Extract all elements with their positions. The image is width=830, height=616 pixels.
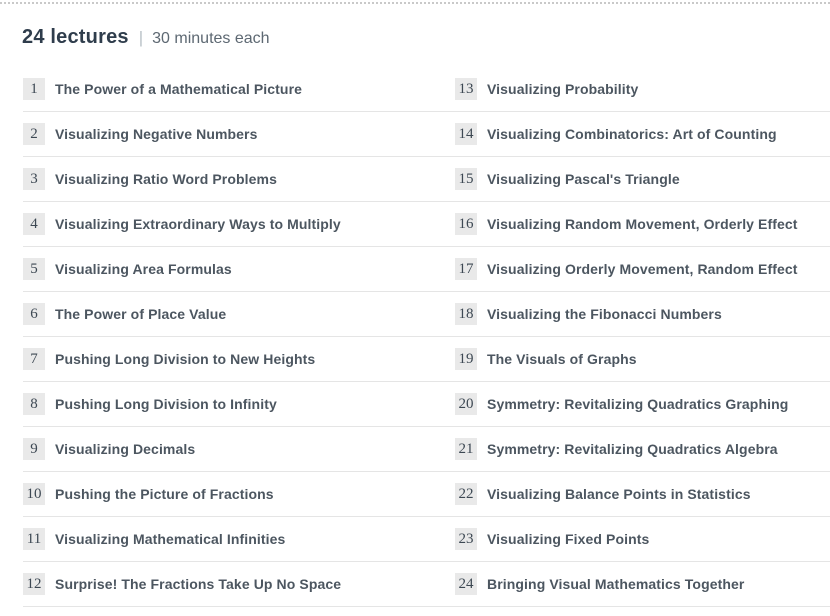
header-separator: | <box>138 28 144 47</box>
lecture-number-badge: 3 <box>23 168 45 190</box>
lecture-row[interactable] <box>23 202 455 247</box>
lecture-row[interactable] <box>23 427 455 472</box>
lecture-duration-label: 30 minutes each <box>152 30 270 47</box>
lecture-title: Visualizing Pascal's Triangle <box>487 171 680 187</box>
lecture-number-badge: 23 <box>455 528 477 550</box>
lecture-title: Visualizing the Fibonacci Numbers <box>487 306 722 322</box>
lecture-title: The Power of a Mathematical Picture <box>55 81 303 97</box>
lecture-row[interactable] <box>455 67 830 112</box>
lecture-number-badge: 11 <box>23 528 45 550</box>
lecture-row[interactable] <box>23 112 455 157</box>
lecture-row[interactable] <box>23 157 455 202</box>
lecture-row[interactable] <box>455 472 830 517</box>
lecture-row[interactable] <box>455 157 830 202</box>
lecture-number-badge: 24 <box>455 573 477 595</box>
lecture-row[interactable] <box>455 247 830 292</box>
lecture-title: Visualizing Random Movement, Orderly Effect <box>487 216 798 232</box>
lecture-number-badge: 8 <box>23 393 45 415</box>
lecture-number-badge: 22 <box>455 483 477 505</box>
lecture-number-badge: 14 <box>455 123 477 145</box>
lecture-row[interactable] <box>23 382 455 427</box>
lecture-row[interactable] <box>455 517 830 562</box>
lecture-title: Pushing Long Division to New Heights <box>55 351 316 367</box>
lecture-row[interactable] <box>455 337 830 382</box>
lecture-number-badge: 4 <box>23 213 45 235</box>
lecture-number-badge: 19 <box>455 348 477 370</box>
lecture-number-badge: 17 <box>455 258 477 280</box>
lecture-title: Pushing the Picture of Fractions <box>55 486 274 502</box>
lecture-number-badge: 20 <box>455 393 477 415</box>
lecture-number-badge: 9 <box>23 438 45 460</box>
lecture-row[interactable] <box>455 427 830 472</box>
lecture-title: Visualizing Probability <box>487 81 639 97</box>
lecture-row[interactable] <box>23 247 455 292</box>
lecture-row[interactable] <box>455 292 830 337</box>
lecture-number-badge: 12 <box>23 573 45 595</box>
lecture-number-badge: 18 <box>455 303 477 325</box>
lecture-number-badge: 1 <box>23 78 45 100</box>
lecture-number-badge: 15 <box>455 168 477 190</box>
lecture-column-right <box>455 67 830 607</box>
lecture-title: Visualizing Ratio Word Problems <box>55 171 277 187</box>
lecture-title: Visualizing Extraordinary Ways to Multiply <box>55 216 341 232</box>
lecture-row[interactable] <box>23 562 455 607</box>
lectures-header <box>0 4 830 52</box>
lecture-number-badge: 2 <box>23 123 45 145</box>
lecture-row[interactable] <box>455 562 830 607</box>
lecture-row[interactable] <box>455 382 830 427</box>
lecture-list <box>23 67 830 607</box>
lecture-title: Visualizing Orderly Movement, Random Effect <box>487 261 798 277</box>
lecture-title: The Power of Place Value <box>55 306 227 322</box>
lecture-title: Visualizing Balance Points in Statistics <box>487 486 751 502</box>
lecture-row[interactable] <box>455 112 830 157</box>
lecture-row[interactable] <box>455 202 830 247</box>
lecture-title: Visualizing Negative Numbers <box>55 126 258 142</box>
lecture-title: Pushing Long Division to Infinity <box>55 396 277 412</box>
lecture-title: Symmetry: Revitalizing Quadratics Graphing <box>487 396 789 412</box>
lecture-title: Visualizing Mathematical Infinities <box>55 531 286 547</box>
lecture-row[interactable] <box>23 517 455 562</box>
lecture-column-left <box>23 67 455 607</box>
lecture-number-badge: 16 <box>455 213 477 235</box>
lecture-row[interactable] <box>23 67 455 112</box>
lecture-title: Visualizing Area Formulas <box>55 261 232 277</box>
lecture-title: The Visuals of Graphs <box>487 351 637 367</box>
lecture-title: Bringing Visual Mathematics Together <box>487 576 745 592</box>
lecture-count-label: 24 lectures <box>22 26 129 48</box>
lecture-row[interactable] <box>23 472 455 517</box>
lecture-row[interactable] <box>23 337 455 382</box>
lecture-title: Symmetry: Revitalizing Quadratics Algebra <box>487 441 778 457</box>
lecture-number-badge: 13 <box>455 78 477 100</box>
lecture-number-badge: 6 <box>23 303 45 325</box>
lecture-number-badge: 21 <box>455 438 477 460</box>
lecture-number-badge: 5 <box>23 258 45 280</box>
lecture-number-badge: 10 <box>23 483 45 505</box>
lecture-title: Surprise! The Fractions Take Up No Space <box>55 576 342 592</box>
lecture-number-badge: 7 <box>23 348 45 370</box>
lecture-title: Visualizing Decimals <box>55 441 196 457</box>
lecture-title: Visualizing Combinatorics: Art of Counting <box>487 126 777 142</box>
lecture-row[interactable] <box>23 292 455 337</box>
lecture-title: Visualizing Fixed Points <box>487 531 650 547</box>
